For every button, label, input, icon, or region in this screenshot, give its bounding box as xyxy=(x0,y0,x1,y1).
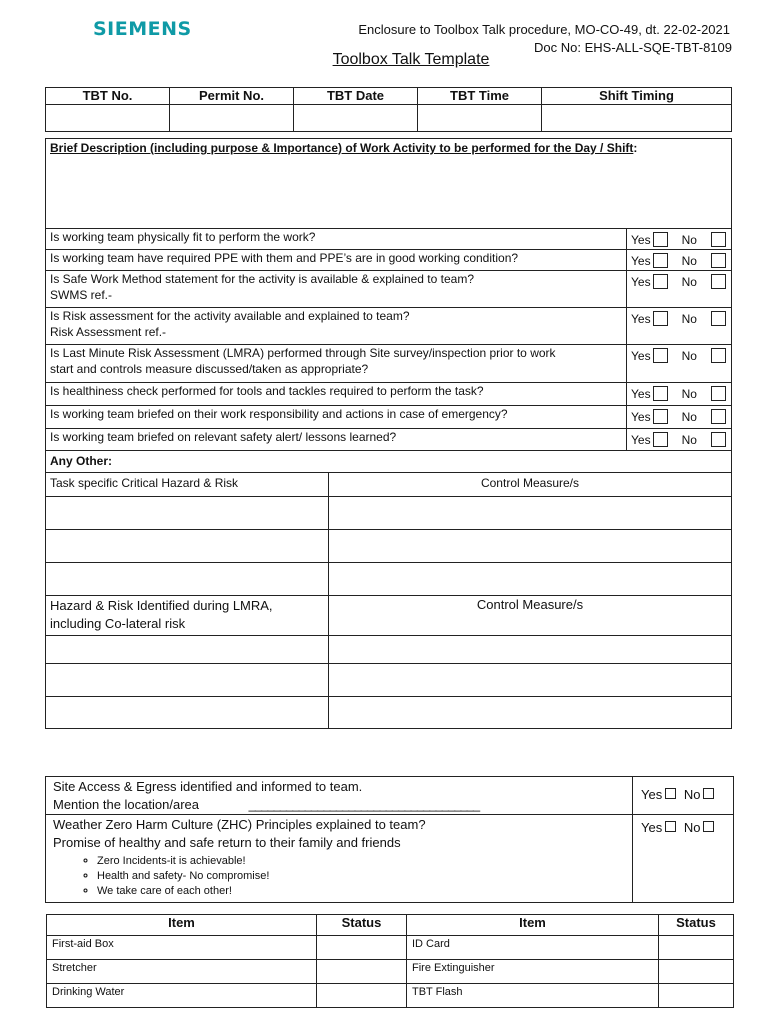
question-text: Is working team physically fit to perform the work? xyxy=(50,230,316,244)
status-header: Status xyxy=(659,915,734,936)
no-label: No xyxy=(681,254,697,268)
item-name: Drinking Water xyxy=(47,984,317,1008)
shift-timing-header: Shift Timing xyxy=(542,88,732,105)
any-other-label: Any Other: xyxy=(50,454,113,468)
zhc-principles-list xyxy=(53,854,628,899)
yes-no-cell xyxy=(627,429,732,451)
no-checkbox[interactable] xyxy=(711,432,726,447)
question-row xyxy=(46,229,627,250)
no-checkbox[interactable] xyxy=(711,274,726,289)
no-checkbox[interactable] xyxy=(711,311,726,326)
lmra-hazard-label-2: including Co-lateral risk xyxy=(50,616,186,631)
item-name: First-aid Box xyxy=(47,936,317,960)
control-cell[interactable] xyxy=(329,530,732,563)
yes-checkbox[interactable] xyxy=(653,274,668,289)
yes-checkbox[interactable] xyxy=(665,788,676,799)
no-label: No xyxy=(681,433,697,447)
control-cell[interactable] xyxy=(329,497,732,530)
yes-label: Yes xyxy=(631,410,651,424)
question-row xyxy=(46,383,627,406)
question-subtext: start and controls measure discussed/taken as appropriate? xyxy=(50,362,369,376)
no-checkbox[interactable] xyxy=(703,788,714,799)
lmra-hazard-label-1: Hazard & Risk Identified during LMRA, xyxy=(50,598,273,613)
question-text: Is working team briefed on relevant safety alert/ lessons learned? xyxy=(50,430,397,444)
doc-number: Doc No: EHS-ALL-SQE-TBT-8109 xyxy=(534,40,732,55)
tbt-date-field[interactable] xyxy=(294,105,418,132)
lmra-control-cell[interactable] xyxy=(329,636,732,664)
item-status-field[interactable] xyxy=(659,960,734,984)
lmra-hazard-header xyxy=(46,596,329,636)
yes-no-cell xyxy=(627,383,732,406)
yes-label: Yes xyxy=(631,387,651,401)
status-header: Status xyxy=(317,915,407,936)
no-checkbox[interactable] xyxy=(711,409,726,424)
siemens-logo: SIEMENS xyxy=(93,18,192,40)
no-checkbox[interactable] xyxy=(711,232,726,247)
item-status-field[interactable] xyxy=(317,984,407,1008)
no-label: No xyxy=(681,410,697,424)
yes-checkbox[interactable] xyxy=(653,409,668,424)
question-subtext: SWMS ref.- xyxy=(50,288,112,302)
no-checkbox[interactable] xyxy=(711,253,726,268)
lmra-control-label: Control Measure/s xyxy=(476,597,584,612)
no-checkbox[interactable] xyxy=(703,821,714,832)
question-text: Is Risk assessment for the activity available and explained to team? xyxy=(50,309,410,323)
permit-no-field[interactable] xyxy=(170,105,294,132)
site-access-table xyxy=(45,776,734,903)
site-access-location-label: Mention the location/area xyxy=(53,797,199,812)
lmra-control-header xyxy=(329,596,732,636)
tbt-time-field[interactable] xyxy=(418,105,542,132)
yes-checkbox[interactable] xyxy=(653,253,668,268)
no-label: No xyxy=(681,275,697,289)
brief-colon: : xyxy=(633,141,638,155)
enclosure-reference: Enclosure to Toolbox Talk procedure, MO-CO-49, dt. 22-02-2021 xyxy=(358,22,730,37)
task-hazard-label: Task specific Critical Hazard & Risk xyxy=(50,476,239,490)
page-title: Toolbox Talk Template xyxy=(332,51,490,68)
yes-label: Yes xyxy=(641,787,663,802)
question-text: Is Last Minute Risk Assessment (LMRA) performed through Site survey/inspection prior to work xyxy=(50,346,556,360)
yes-label: Yes xyxy=(631,349,651,363)
yes-label: Yes xyxy=(631,254,651,268)
site-access-cell xyxy=(46,777,633,815)
control-measure-label: Control Measure/s xyxy=(480,476,580,490)
permit-no-header: Permit No. xyxy=(170,88,294,105)
tbt-no-field[interactable] xyxy=(46,105,170,132)
tbt-no-header: TBT No. xyxy=(46,88,170,105)
items-status-table xyxy=(46,914,734,1008)
item-status-field[interactable] xyxy=(659,984,734,1008)
item-name: Fire Extinguisher xyxy=(407,960,659,984)
tbt-time-header: TBT Time xyxy=(418,88,542,105)
zhc-principle: ◦ Zero Incidents-it is achievable! xyxy=(97,854,628,869)
question-row xyxy=(46,271,627,308)
no-label: No xyxy=(681,349,697,363)
brief-description-cell[interactable] xyxy=(46,139,732,229)
hazard-cell[interactable] xyxy=(46,563,329,596)
no-checkbox[interactable] xyxy=(711,386,726,401)
zhc-question: Weather Zero Harm Culture (ZHC) Principles explained to team? xyxy=(53,817,426,832)
yes-checkbox[interactable] xyxy=(653,311,668,326)
lmra-hazard-cell[interactable] xyxy=(46,636,329,664)
lmra-hazard-cell[interactable] xyxy=(46,664,329,697)
shift-timing-field[interactable] xyxy=(542,105,732,132)
lmra-control-cell[interactable] xyxy=(329,697,732,729)
site-access-text: Site Access & Egress identified and informed to team. xyxy=(53,779,363,794)
question-row xyxy=(46,345,627,383)
yes-checkbox[interactable] xyxy=(653,432,668,447)
yes-checkbox[interactable] xyxy=(653,348,668,363)
question-row xyxy=(46,406,627,429)
zhc-principle: ◦ Health and safety- No compromise! xyxy=(97,869,628,884)
lmra-hazard-cell[interactable] xyxy=(46,697,329,729)
hazard-cell[interactable] xyxy=(46,530,329,563)
yes-no-cell xyxy=(627,406,732,429)
item-status-field[interactable] xyxy=(659,936,734,960)
tbt-date-header: TBT Date xyxy=(294,88,418,105)
no-label: No xyxy=(681,387,697,401)
yes-no-cell xyxy=(627,250,732,271)
tbt-info-table xyxy=(45,87,732,132)
yes-label: Yes xyxy=(631,233,651,247)
item-header: Item xyxy=(407,915,659,936)
question-text: Is working team have required PPE with them and PPE’s are in good working condition? xyxy=(50,251,519,265)
item-name: ID Card xyxy=(407,936,659,960)
question-subtext: Risk Assessment ref.- xyxy=(50,325,167,339)
yes-no-cell xyxy=(627,271,732,308)
any-other-cell[interactable] xyxy=(46,451,732,473)
yes-no-cell xyxy=(627,308,732,345)
no-label: No xyxy=(681,233,697,247)
hazard-cell[interactable] xyxy=(46,497,329,530)
question-row xyxy=(46,429,627,451)
item-header: Item xyxy=(47,915,317,936)
question-row xyxy=(46,250,627,271)
item-status-field[interactable] xyxy=(317,960,407,984)
control-measure-header xyxy=(329,473,732,497)
task-hazard-header xyxy=(46,473,329,497)
zhc-promise: Promise of healthy and safe return to their family and friends xyxy=(53,835,401,850)
yes-checkbox[interactable] xyxy=(653,232,668,247)
yes-no-cell xyxy=(627,229,732,250)
zhc-cell xyxy=(46,815,633,903)
zhc-yes-no xyxy=(633,815,734,903)
yes-checkbox[interactable] xyxy=(665,821,676,832)
brief-description-heading: Brief Description (including purpose & Importance) of Work Activity to be performed for the Day / Shift xyxy=(50,141,634,155)
question-text: Is Safe Work Method statement for the activity is available & explained to team? xyxy=(50,272,474,286)
no-checkbox[interactable] xyxy=(711,348,726,363)
no-label: No xyxy=(683,787,701,802)
item-status-field[interactable] xyxy=(317,936,407,960)
lmra-control-cell[interactable] xyxy=(329,664,732,697)
site-access-yes-no xyxy=(633,777,734,815)
question-text: Is healthiness check performed for tools and tackles required to perform the task? xyxy=(50,384,484,398)
item-name: Stretcher xyxy=(47,960,317,984)
yes-no-cell xyxy=(627,345,732,383)
no-label: No xyxy=(681,312,697,326)
control-cell[interactable] xyxy=(329,563,732,596)
no-label: No xyxy=(683,820,701,835)
item-name: TBT Flash xyxy=(407,984,659,1008)
checklist-table xyxy=(45,138,732,729)
location-blank-line[interactable]: _____________________________________ xyxy=(248,797,480,812)
question-text: Is working team briefed on their work responsibility and actions in case of emergency? xyxy=(50,407,508,421)
yes-label: Yes xyxy=(631,433,651,447)
yes-label: Yes xyxy=(631,312,651,326)
question-row xyxy=(46,308,627,345)
zhc-principle: ◦ We take care of each other! xyxy=(97,884,628,899)
yes-label: Yes xyxy=(641,820,663,835)
yes-label: Yes xyxy=(631,275,651,289)
yes-checkbox[interactable] xyxy=(653,386,668,401)
